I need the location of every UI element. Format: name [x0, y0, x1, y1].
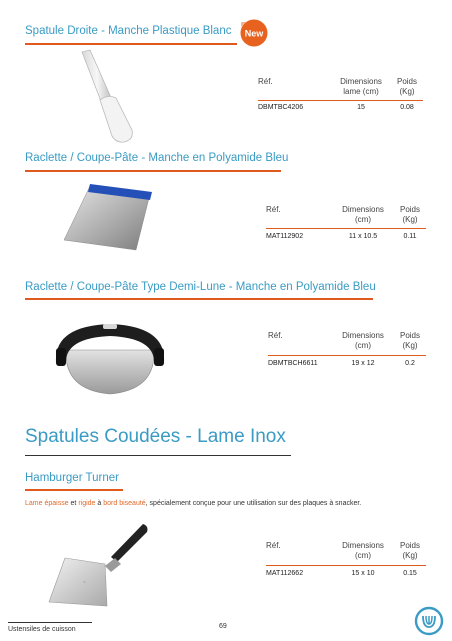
main-title-rule: [25, 455, 291, 456]
product-image-spatule-droite: [60, 48, 150, 148]
cell-poids: 0.08: [400, 104, 414, 111]
cell-dimensions: 19 x 12: [351, 360, 375, 367]
header-dimensions: Dimensions lame (cm): [340, 77, 382, 96]
cell-dimensions: 15: [357, 104, 365, 111]
section-rule: [25, 170, 281, 172]
footer-rule: [8, 622, 92, 623]
cell-poids: 0.11: [403, 233, 417, 240]
new-badge: [237, 18, 269, 48]
footer-label: Ustensiles de cuisson: [8, 626, 76, 633]
header-ref: Réf.: [258, 77, 273, 86]
cell-dimensions: 15 x 10: [351, 570, 375, 577]
desc-text: , spécialement conçue pour une utilisation sur des plaques à snacker.: [145, 500, 362, 507]
section-rule: [25, 298, 373, 300]
cell-ref: DBMTBCH6611: [268, 360, 318, 367]
header-poids: Poids (Kg): [399, 541, 420, 560]
cell-dimensions: 11 x 10.5: [348, 233, 378, 240]
desc-highlight: Lame épaisse: [25, 500, 69, 507]
header-ref: Réf.: [266, 205, 281, 214]
main-title: Spatules Coudées - Lame Inox: [25, 426, 286, 447]
desc-highlight: rigide: [78, 500, 96, 507]
header-dimensions: Dimensions (cm): [342, 541, 384, 560]
header-ref: Réf.: [266, 541, 281, 550]
desc-text: et: [68, 500, 79, 507]
header-poids: Poids (Kg): [399, 205, 420, 224]
cell-ref: MAT112902: [266, 233, 304, 240]
header-poids: Poids (Kg): [399, 331, 420, 350]
table-rule: [258, 100, 423, 101]
cell-poids: 0.2: [405, 360, 415, 367]
header-poids: Poids (Kg): [396, 77, 417, 96]
table-rule: [266, 228, 426, 229]
table-rule: [266, 565, 426, 566]
description: [25, 500, 361, 507]
badge-text: New: [244, 28, 264, 39]
header-ref: Réf.: [268, 331, 283, 340]
section-rule: [25, 43, 237, 45]
section-rule: [25, 489, 123, 491]
product-image-demi-lune: [50, 318, 170, 400]
subsection-title: Hamburger Turner: [25, 472, 119, 484]
section-title-raclette: Raclette / Coupe-Pâte - Manche en Polyamide Bleu: [25, 152, 289, 164]
cell-ref: DBMTBC4206: [258, 104, 304, 111]
section-title-spatule-droite: Spatule Droite - Manche Plastique Blanc: [25, 25, 232, 37]
page-number: 69: [219, 623, 227, 630]
cell-poids: 0.15: [403, 570, 417, 577]
product-image-raclette: [60, 180, 155, 260]
header-dimensions: Dimensions (cm): [342, 205, 384, 224]
section-title-raclette-demi-lune: Raclette / Coupe-Pâte Type Demi-Lune - Manche en Polyamide Bleu: [25, 281, 376, 293]
header-dimensions: Dimensions (cm): [342, 331, 384, 350]
svg-text:~: ~: [83, 580, 86, 586]
cell-ref: MAT112662: [266, 570, 304, 577]
desc-highlight: bord biseauté: [103, 500, 146, 507]
table-rule: [268, 355, 426, 356]
desc-text: à: [95, 500, 104, 507]
whisk-logo-icon: [414, 606, 444, 636]
product-image-hamburger-turner: [45, 520, 155, 615]
